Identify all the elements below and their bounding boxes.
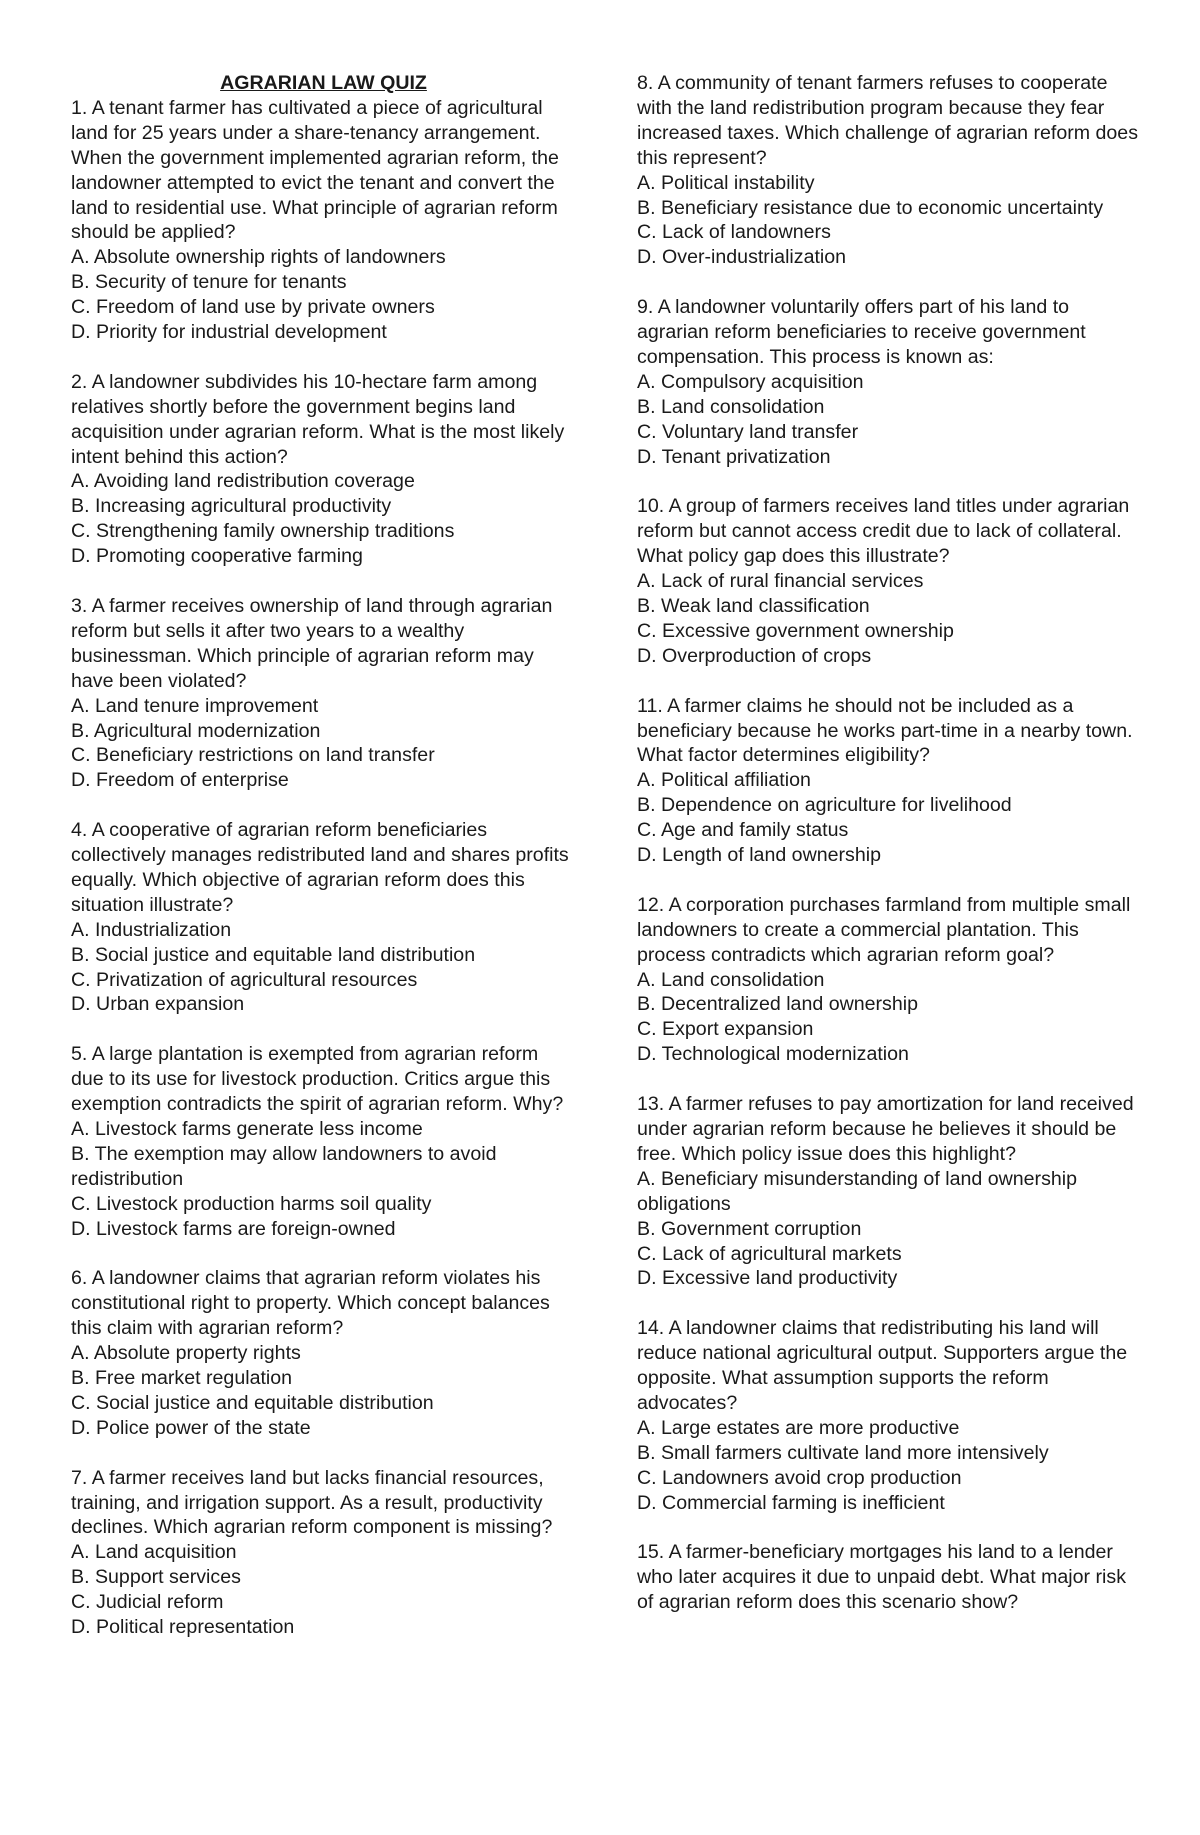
answer-option: D. Overproduction of crops [637,644,872,667]
question-block [637,1092,1142,1291]
question-block [71,818,576,1017]
question-stem: 14. A landowner claims that redistributing his land will reduce national agricultural output. Supporters argue the opposite. What assumption supports the reform advocates? [637,1317,1128,1414]
answer-option: D. Priority for industrial development [71,321,387,344]
answer-option: D. Freedom of enterprise [71,769,289,792]
answer-options [637,1416,1142,1516]
question-block [637,1316,1142,1515]
answer-option: A. Absolute ownership rights of landowners [71,246,446,269]
answer-option: C. Age and family status [637,819,849,842]
question-block [71,1266,576,1440]
question-stem: 12. A corporation purchases farmland from multiple small landowners to create a commercial plantation. This process contradicts which agrarian reform goal? [637,893,1131,966]
answer-options [71,1117,576,1242]
answer-option: A. Lack of rural financial services [637,570,924,593]
answer-option: B. Increasing agricultural productivity [71,495,392,518]
question-block [637,295,1142,469]
answer-options [71,245,576,345]
answer-option: B. Free market regulation [71,1367,293,1390]
answer-option: D. Political representation [71,1616,295,1639]
answer-option: C. Freedom of land use by private owners [71,296,435,319]
answer-option: D. Excessive land productivity [637,1267,898,1290]
answer-option: A. Industrialization [71,918,232,941]
answer-option: B. Beneficiary resistance due to economic uncertainty [637,196,1104,219]
answer-option: C. Excessive government ownership [637,619,954,642]
answer-option: C. Judicial reform [71,1591,224,1614]
answer-option: C. Landowners avoid crop production [637,1466,962,1489]
answer-option: C. Lack of landowners [637,221,831,244]
question-block [637,1540,1142,1615]
answer-options [71,469,576,569]
answer-option: A. Compulsory acquisition [637,370,864,393]
answer-option: A. Avoiding land redistribution coverage [71,470,415,493]
question-stem: 13. A farmer refuses to pay amortization for land received under agrarian reform because he believes it should be free. Which policy issue does this highlight? [637,1093,1134,1165]
answer-option: B. Decentralized land ownership [637,993,918,1016]
question-stem: 1. A tenant farmer has cultivated a piece of agricultural land for 25 years under a share-tenancy arrangement. When the government implemented agrarian reform, the landowner attempted to evict the tenant and convert the land to residential use. What principle of agrarian reform should be applied? [71,96,559,244]
answer-option: C. Strengthening family ownership traditions [71,520,455,543]
left-question-list [71,96,576,1640]
answer-option: B. Weak land classification [637,595,870,617]
left-column [71,71,576,1665]
answer-option: D. Police power of the state [71,1416,311,1439]
answer-option: B. Security of tenure for tenants [71,271,347,294]
answer-option: C. Privatization of agricultural resources [71,968,418,991]
question-block [637,694,1142,868]
answer-options [71,694,576,794]
answer-option: C. Beneficiary restrictions on land transfer [71,744,435,767]
answer-option: B. Support services [71,1566,241,1589]
answer-option: B. Government corruption [637,1217,862,1240]
question-stem: 3. A farmer receives ownership of land through agrarian reform but sells it after two years to a wealthy businessman. Which principle of agrarian reform may have been violated? [71,595,553,692]
answer-option: A. Beneficiary misunderstanding of land ownership obligations [637,1167,1078,1215]
answer-option: D. Livestock farms are foreign-owned [71,1217,396,1240]
answer-option: C. Livestock production harms soil quality [71,1192,432,1215]
question-stem: 10. A group of farmers receives land titles under agrarian reform but cannot access credit due to lack of collateral. What policy gap does this illustrate? [637,495,1130,568]
question-stem: 11. A farmer claims he should not be included as a beneficiary because he works part-time in a nearby town. What factor determines eligibility? [637,694,1133,767]
answer-option: C. Lack of agricultural markets [637,1242,902,1265]
question-block [71,96,576,345]
answer-option: A. Large estates are more productive [637,1416,960,1439]
answer-option: A. Land acquisition [71,1541,237,1564]
answer-option: A. Land consolidation [637,968,825,991]
question-block [71,1042,576,1241]
question-block [637,494,1142,668]
question-stem: 15. A farmer-beneficiary mortgages his land to a lender who later acquires it due to unpaid debt. What major risk of agrarian reform does this scenario show? [637,1541,1127,1614]
question-block [71,1466,576,1640]
answer-option: C. Export expansion [637,1018,814,1041]
answer-options [71,1341,576,1441]
quiz-title: AGRARIAN LAW QUIZ [220,72,427,94]
answer-option: D. Length of land ownership [637,844,881,867]
answer-options [637,768,1142,868]
answer-option: B. Small farmers cultivate land more intensively [637,1441,1049,1464]
question-stem: 5. A large plantation is exempted from agrarian reform due to its use for livestock production. Critics argue this exemption contradicts the spirit of agrarian reform. Why? [71,1043,564,1116]
answer-options [637,171,1142,271]
question-block [71,370,576,569]
answer-option: B. Agricultural modernization [71,719,321,742]
answer-option: C. Voluntary land transfer [637,420,859,443]
question-block [637,893,1142,1067]
answer-option: B. The exemption may allow landowners to avoid redistribution [71,1142,497,1190]
answer-option: C. Social justice and equitable distribution [71,1391,434,1414]
question-stem: 7. A farmer receives land but lacks financial resources, training, and irrigation support. As a result, productivity declines. Which agrarian reform component is missing? [71,1466,553,1539]
answer-option: B. Land consolidation [637,395,825,418]
answer-option: D. Tenant privatization [637,445,831,468]
answer-option: B. Dependence on agriculture for livelihood [637,794,1012,817]
question-stem: 4. A cooperative of agrarian reform beneficiaries collectively manages redistributed land and shares profits equally. Which objective of agrarian reform does this situation illustrate? [71,819,569,916]
answer-option: A. Political instability [637,171,815,194]
answer-options [637,1167,1142,1292]
answer-option: A. Livestock farms generate less income [71,1118,423,1140]
answer-options [71,1540,576,1640]
answer-option: D. Commercial farming is inefficient [637,1491,945,1514]
right-question-list [637,71,1142,1615]
question-block [637,71,1142,270]
answer-option: A. Absolute property rights [71,1342,301,1365]
right-column [637,71,1142,1640]
answer-option: D. Over-industrialization [637,246,847,269]
question-stem: 6. A landowner claims that agrarian reform violates his constitutional right to property. Which concept balances this claim with agrarian reform? [71,1267,550,1340]
answer-option: A. Political affiliation [637,769,811,792]
answer-option: D. Technological modernization [637,1043,909,1066]
answer-option: B. Social justice and equitable land distribution [71,943,476,966]
answer-option: A. Land tenure improvement [71,694,319,717]
question-block [71,594,576,793]
answer-option: D. Promoting cooperative farming [71,545,363,568]
answer-options [637,370,1142,470]
answer-option: D. Urban expansion [71,993,245,1016]
answer-options [637,569,1142,669]
question-stem: 8. A community of tenant farmers refuses to cooperate with the land redistribution program because they fear increased taxes. Which challenge of agrarian reform does this represent? [637,72,1138,169]
answer-options [637,968,1142,1068]
question-stem: 9. A landowner voluntarily offers part of his land to agrarian reform beneficiaries to receive government compensation. This process is known as: [637,296,1086,368]
question-stem: 2. A landowner subdivides his 10-hectare farm among relatives shortly before the government begins land acquisition under agrarian reform. What is the most likely intent behind this action? [71,370,565,468]
answer-options [71,918,576,1018]
